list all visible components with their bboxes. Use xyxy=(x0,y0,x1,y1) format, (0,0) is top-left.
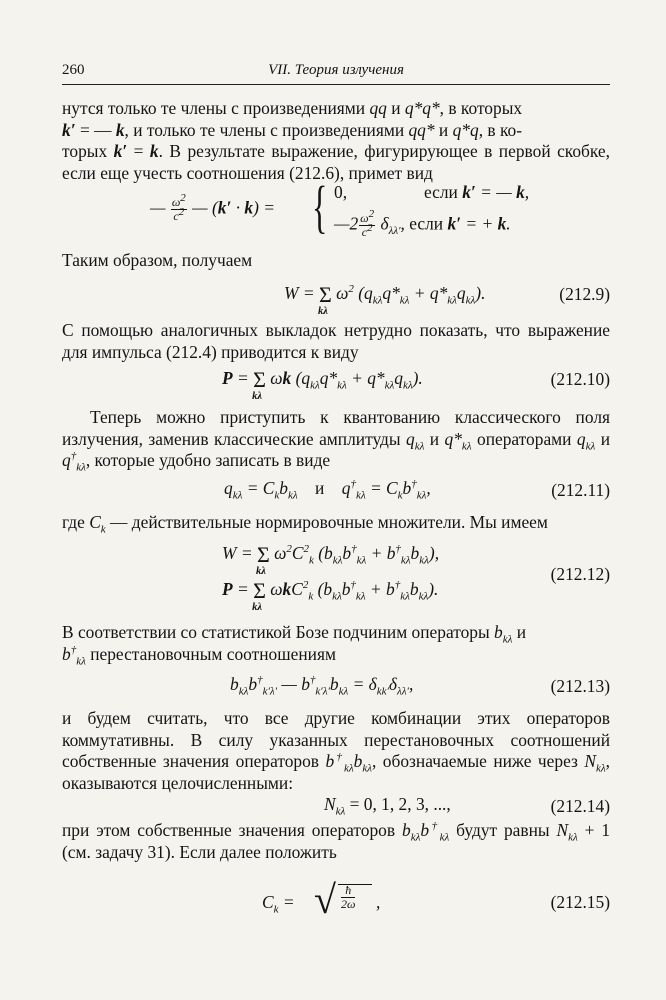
paragraph-3: С помощью аналогичных выкладок нетрудно показать, что выражение для импульса (212.4) приводится к виду xyxy=(62,320,610,362)
equation-212-13: $b_{k\lambda}b^\dagger_{k'\lambda'}$ — $b^\dagger_{k'\lambda'}b_{k\lambda} = \delta_{kk'}\delta_{\lambda\lambda'}$, (212.13) xyxy=(230,674,610,698)
equation-number: (212.13) xyxy=(550,676,610,696)
paragraph-1: нутся только те члены с произведениями qq и q*q*, в которых k′ = — k, и только те члены с произведениями qq* и q*q, в ко- торых k′ = k. В результате выражение, фигурирующее в первой скобке, если еще учесть соотношения (212.6), примет вид xyxy=(62,98,610,183)
paragraph-2: Таким образом, получаем xyxy=(62,250,253,270)
equation-number: (212.12) xyxy=(550,564,610,584)
equation-number: (212.10) xyxy=(550,369,610,389)
equation-number: (212.15) xyxy=(550,892,610,912)
equation-212-11: $q_{k\lambda} = C_kb_{k\lambda}$ и $q^\dagger_{k\lambda} = C_kb^\dagger_{k\lambda}$, (212.11) xyxy=(224,478,610,502)
equation-cases: — $\frac{\omega^2}{c^2}$ — (k′ · k) = { 0, если k′ = — k, —2 $\frac{\omega^2}{c^2}$ $\delta_{\lambda\lambda'}$, если k′ = + k. xyxy=(150,174,530,239)
equation-number: (212.14) xyxy=(550,796,610,816)
paragraph-6: В соответствии со статистикой Бозе подчиним операторы $b_{k\lambda}$ и $b^\dagger_{k\lambda}$ перестановочным соотношениям xyxy=(62,622,527,667)
equation-212-9: W = Σ kλ $\omega^2$ $(q_{k\lambda}q*_{k\lambda} + q*_{k\lambda}q_{k\lambda})$. (212.9) xyxy=(284,282,610,317)
running-title: VII. Теория излучения xyxy=(268,62,404,78)
page-number: 260 xyxy=(62,62,85,78)
equation-212-15: $C_k$ = √ $\frac{ħ}{2\omega}$ , (212.15) xyxy=(262,877,610,922)
running-header xyxy=(62,60,610,85)
paragraph-7: и будем считать, что все другие комбинации этих операторов коммутативны. В силу указанных перестановочных соотношений собственные значения операторов $b^\dagger_{k\lambda}b_{k\lambda}$, обозначаемые ниже через $N_{k\lambda}$, оказываются целочисленными: xyxy=(62,708,610,793)
paragraph-4: Теперь можно приступить к квантованию классического поля излучения, заменив классические амплитуды $q_{k\lambda}$ и $q*_{k\lambda}$ операторами $q_{k\lambda}$ и $q^\dagger_{k\lambda}$, которые удобно записать в виде xyxy=(62,407,610,474)
equation-212-14: $N_{k\lambda} = 0$, 1, 2, 3, ..., (212.14) xyxy=(324,794,610,818)
equation-number: (212.9) xyxy=(559,284,610,304)
equation-212-10: P = Σ kλ ωk $(q_{k\lambda}q*_{k\lambda} + q*_{k\lambda}q_{k\lambda})$. (212.10) xyxy=(222,367,610,402)
equation-number: (212.11) xyxy=(551,480,610,500)
equation-212-12: W = Σ kλ $\omega^2C^2_k$ $(b_{k\lambda}b^\dagger_{k\lambda} + b^\dagger_{k\lambda}b_{k\lambda})$, P = Σ kλ ωkC$^2_k$ $(b_{k\lambda}b^\dagger_{k\lambda} + b^\dagger_{k\lambda}b_{k\lambda})$. (212.12) xyxy=(222,542,610,613)
paragraph-8: при этом собственные значения операторов $b_{k\lambda}b^\dagger_{k\lambda}$ будут равны $N_{k\lambda} + 1$ (см. задачу 31). Если далее положить xyxy=(62,820,611,862)
paragraph-5: где $C_k$ — действительные нормировочные множители. Мы имеем xyxy=(62,512,548,536)
